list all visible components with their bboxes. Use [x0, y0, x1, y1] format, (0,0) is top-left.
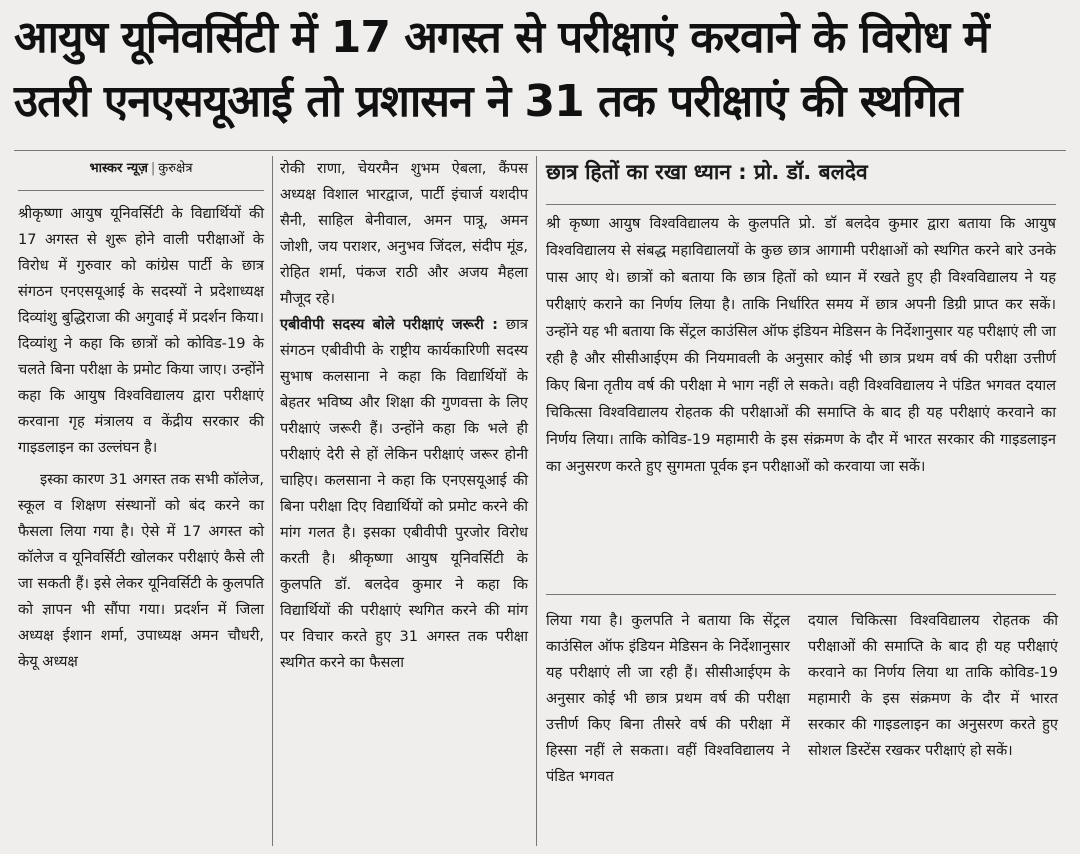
column-divider-2 [536, 156, 537, 846]
col4-paragraph-1: दयाल चिकित्सा विश्वविद्यालय रोहतक की परीक्षाओं की समाप्ति के बाद ही यह परीक्षाएं करवाने का निर्णय लिया था ताकि कोविड-19 महामारी के इस संक्रमण के दौर में भारत सरकार की गाइडलाइन का अनुसरण करते हुए सोशल डिस्टेंस रखकर परीक्षाएं हो सकें। [808, 612, 1058, 759]
col2-paragraph-2-text: छात्र संगठन एबीवीपी के राष्ट्रीय कार्यकारिणी सदस्य सुभाष कलसाना ने कहा कि विद्यार्थियों के बेहतर भविष्य और शिक्षा की गुणवत्ता के लिए परीक्षाएं जरूरी हैं। उन्होंने कहा कि भले ही परीक्षाएं देरी से हों लेकिन परीक्षाएं जरूर होनी चाहिए। कलसाना ने कहा कि एनएसयूआई की बिना परीक्षा दिए विद्यार्थियों को प्रमोट करने की मांग गलत है। इसका एबीवीपी पुरजोर विरोध करती है। श्रीकृष्णा आयुष यूनिवर्सिटी के कुलपति डॉ. बलदेव कुमार ने कहा कि विद्यार्थियों की परीक्षाएं स्थगित करने की मांग पर विचार करते हुए 31 अगस्त तक परीक्षा स्थगित करने का फैसला [280, 316, 528, 671]
sidebox-bottom-rule [546, 594, 1056, 595]
col2-paragraph-1: रोकी राणा, चेयरमैन शुभम ऐबला, कैंपस अध्यक्ष विशाल भारद्वाज, पार्टी इंचार्ज यशदीप सैनी, साहिल बेनीवाल, अमन पात्रू, अमन जोशी, जय पराशर, अनुभव जिंदल, संदीप मूंड, रोहित शर्मा, पंकज राठी और अजय मैहला मौजूद रहे। [280, 160, 528, 307]
byline [18, 156, 264, 182]
col1-paragraph-2: इस्का कारण 31 अगस्त तक सभी कॉलेज, स्कूल व शिक्षण संस्थानों को बंद करने का फैसला लिया गया है। ऐसे में 17 अगस्त को कॉलेज व यूनिवर्सिटी खोलकर परीक्षाएं कैसे ली जा सकती हैं। इसे लेकर यूनिवर्सिटी के कुलपति को ज्ञापन भी सौंपा गया। प्रदर्शन में जिला अध्यक्ष ईशान शर्मा, उपाध्यक्ष अमन चौधरी, केयू अध्यक्ष [18, 471, 264, 670]
col1-paragraph-1: श्रीकृष्णा आयुष यूनिवर्सिटी के विद्यार्थियों की 17 अगस्त से शुरू होने वाली परीक्षाओं के विरोध में गुरुवार को कांग्रेस पार्टी के छात्र संगठन एनएसयूआई के सदस्यों ने प्रदेशाध्यक्ष दिव्यांशु बुद्धिराजा की अगुवाई में प्रदर्शन किया। दिव्यांशु ने कहा कि छात्रों को कोविड-19 के चलते बिना परीक्षा के प्रमोट किया जाए। उन्होंने कहा कि आयुष विश्वविद्यालय द्वारा परीक्षाएं करवाना गृह मंत्रालय व केंद्रीय सरकार की गाइडलाइन का उल्लंघन है। [18, 205, 264, 456]
column-divider-1 [272, 156, 273, 846]
sidebox-body: श्री कृष्णा आयुष विश्वविद्यालय के कुलपति प्रो. डॉ बलदेव कुमार द्वारा बताया कि आयुष विश्वविद्यालय से संबद्ध महाविद्यालयों के कुछ छात्र आगामी परीक्षाओं को स्थगित करने बारे उनके पास आए थे। छात्रों को बताया कि छात्र हितों को ध्यान में रखते हुए ही विश्वविद्यालय ने यह परीक्षाएं कराने का निर्णय लिया है। ताकि निर्धारित समय में छात्र अपनी डिग्री प्राप्त कर सकें। उन्होंने यह भी बताया कि सेंट्रल काउंसिल ऑफ इंडियन मेडिसन के निर्देशानुसार यह परीक्षाएं ली जा रही है और सीसीआईएम की नियमावली के अनुसार कोई भी छात्र प्रथम वर्ष की परीक्षा उत्तीर्ण किए बिना तृतीय वर्ष की परीक्षा मे भाग नहीं ले सकते। वही विश्वविद्यालय ने पंडित भगवत दयाल चिकित्सा विश्वविद्यालय रोहतक की परीक्षाओं की समाप्ति के बाद ही यह परीक्षाएं करवाने का निर्णय लिया। ताकि कोविड-19 महामारी के इस संक्रमण के दौर में भारत सरकार की गाइडलाइन का अनुसरण करते हुए सुगमता पूर्वक इन परीक्षाओं को करवाया जा सकें। [546, 215, 1057, 475]
article-column-2 [280, 156, 528, 676]
article-column-1 [18, 156, 264, 675]
sidebox-heading: छात्र हितों का रखा ध्यान : प्रो. डॉ. बलदेव [546, 160, 868, 184]
byline-rule [18, 190, 264, 191]
byline-place: कुरुक्षेत्र [158, 161, 193, 176]
sidebox-heading-rule [546, 204, 1056, 205]
byline-separator: | [150, 161, 156, 176]
col3-paragraph-1: लिया गया है। कुलपति ने बताया कि सेंट्रल काउंसिल ऑफ इंडियन मेडिसन के निर्देशानुसार यह परीक्षाएं ली जा रही हैं। सीसीआईएम के अनुसार कोई भी छात्र प्रथम वर्ष की परीक्षा उत्तीर्ण किए बिना तीसरे वर्ष की परीक्षा में हिस्सा नहीं ले सकता। वहीं विश्वविद्यालय ने पंडित भगवत [546, 612, 790, 785]
headline [14, 6, 1066, 134]
article-column-4 [808, 608, 1058, 764]
headline-line-2: उतरी एनएसयूआई तो प्रशासन ने 31 तक परीक्षाएं की स्थगित [14, 76, 962, 127]
article-column-3 [546, 608, 790, 790]
byline-agency: भास्कर न्यूज़ [89, 161, 148, 176]
headline-rule [14, 150, 1066, 151]
headline-line-1: आयुष यूनिवर्सिटी में 17 अगस्त से परीक्षाएं करवाने के विरोध में [14, 12, 989, 63]
abvp-subhead: एबीवीपी सदस्य बोले परीक्षाएं जरूरी : [280, 316, 498, 333]
col2-paragraph-2 [280, 312, 528, 676]
